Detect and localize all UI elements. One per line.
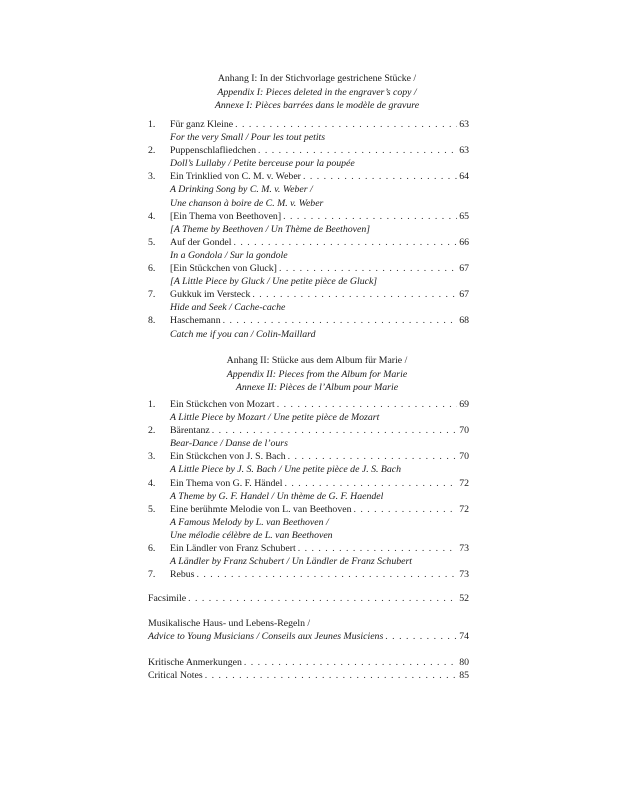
appendix2-heading-de: Anhang II: Stücke aus dem Album für Marie / <box>226 355 408 366</box>
toc-entry[interactable] <box>148 118 469 144</box>
entry-translation: Hide and Seek / Cache-cache <box>170 302 286 314</box>
entry-translation: Une mélodie célèbre de L. van Beethoven <box>170 529 333 541</box>
critical-entry-de[interactable] <box>148 656 469 669</box>
toc-entry[interactable] <box>148 210 469 236</box>
entry-title: Für ganz Kleine <box>170 119 234 130</box>
facsimile-title: Facsimile <box>148 593 187 604</box>
entry-number: 1. <box>148 119 156 130</box>
appendix1-heading-en: Appendix I: Pieces deleted in the engraver’s copy / <box>217 86 417 98</box>
leader-dots <box>233 118 457 131</box>
toc-entry[interactable] <box>148 288 469 314</box>
leader-dots <box>351 503 457 516</box>
advice-title-de: Musikalische Haus- und Lebens-Regeln / <box>148 618 311 629</box>
advice-page: 74 <box>459 631 469 643</box>
toc-entry[interactable] <box>148 144 469 170</box>
leader-dots <box>281 210 457 223</box>
appendix2-heading <box>150 354 484 395</box>
entry-translation: Doll’s Lullaby / Petite berceuse pour la poupée <box>170 158 355 170</box>
entry-page: 70 <box>459 451 469 463</box>
critical-page-en: 85 <box>459 670 469 682</box>
entry-page: 68 <box>459 315 469 327</box>
appendix1-list <box>148 118 469 341</box>
entry-page: 67 <box>459 263 469 275</box>
entry-number: 3. <box>148 171 156 183</box>
entry-translation: Catch me if you can / Colin-Maillard <box>170 328 316 340</box>
leader-dots <box>256 144 457 157</box>
entry-translation: Bear-Dance / Danse de l’ours <box>170 438 288 450</box>
leader-dots <box>195 568 458 581</box>
entry-page: 63 <box>459 145 469 157</box>
leader-dots <box>283 477 458 490</box>
leader-dots <box>231 236 457 249</box>
entry-title: Auf der Gondel <box>170 236 232 248</box>
entry-number: 8. <box>148 315 156 327</box>
critical-page-de: 80 <box>459 657 469 668</box>
entry-page: 70 <box>459 425 469 437</box>
entry-number: 7. <box>148 569 156 581</box>
entry-title: Puppenschlafliedchen <box>170 145 256 157</box>
entry-translation: A Ländler by Franz Schubert / Un Ländler de Franz Schubert <box>170 556 413 568</box>
entry-number: 1. <box>148 399 156 410</box>
leader-dots <box>242 656 457 669</box>
entry-title: Ein Stückchen von Mozart <box>170 399 275 410</box>
entry-translation: A Little Piece by Mozart / Une petite pièce de Mozart <box>170 412 380 424</box>
entry-page: 63 <box>459 119 469 130</box>
advice-entry[interactable] <box>148 617 469 643</box>
entry-number: 6. <box>148 543 156 555</box>
toc-entry[interactable] <box>148 236 469 262</box>
appendix2-list <box>148 398 469 581</box>
entry-number: 2. <box>148 425 156 437</box>
entry-number: 4. <box>148 210 156 222</box>
entry-translation: A Famous Melody by L. van Beethoven / <box>170 516 329 528</box>
entry-translation: A Drinking Song by C. M. v. Weber / <box>170 184 313 196</box>
entry-translation: [A Theme by Beethoven / Un Thème de Beethoven] <box>170 223 371 235</box>
critical-title-de: Kritische Anmerkungen <box>148 657 242 668</box>
entry-number: 2. <box>148 145 156 157</box>
entry-translation: [A Little Piece by Gluck / Une petite pièce de Gluck] <box>170 276 378 288</box>
toc-entry[interactable] <box>148 477 469 503</box>
toc-entry[interactable] <box>148 262 469 288</box>
toc-entry[interactable] <box>148 398 469 424</box>
appendix2-heading-fr: Annexe II: Pièces de l’Album pour Marie <box>235 382 399 394</box>
leader-dots <box>275 398 457 411</box>
entry-page: 72 <box>459 477 469 489</box>
entry-page: 72 <box>459 503 469 515</box>
leader-dots <box>301 170 457 183</box>
entry-page: 73 <box>459 543 469 555</box>
appendix1-heading-de: Anhang I: In der Stichvorlage gestrichene Stücke / <box>217 73 417 84</box>
leader-dots <box>286 450 457 463</box>
entry-translation: A Little Piece by J. S. Bach / Une petite pièce de J. S. Bach <box>170 464 402 476</box>
entry-number: 4. <box>148 477 156 489</box>
appendix2-heading-en: Appendix II: Pieces from the Album for Marie <box>226 368 408 380</box>
entry-number: 7. <box>148 289 156 301</box>
leader-dots <box>383 630 457 643</box>
entry-title: Gukkuk im Versteck <box>170 289 251 301</box>
toc-entry[interactable] <box>148 170 469 209</box>
entry-page: 66 <box>459 236 469 248</box>
entry-number: 3. <box>148 451 156 463</box>
facsimile-page: 52 <box>459 593 469 604</box>
critical-title-en: Critical Notes <box>148 670 203 682</box>
entry-title: Ein Stückchen von J. S. Bach <box>170 451 286 463</box>
entry-title: Ein Trinklied von C. M. v. Weber <box>170 171 301 183</box>
entry-page: 69 <box>459 399 469 410</box>
entry-number: 6. <box>148 263 156 275</box>
toc-entry[interactable] <box>148 450 469 476</box>
toc-entry[interactable] <box>148 503 469 542</box>
entry-translation: Une chanson à boire de C. M. v. Weber <box>170 197 324 209</box>
appendix1-heading-fr: Annexe I: Pièces barrées dans le modèle de gravure <box>214 100 420 112</box>
entry-title: Eine berühmte Melodie von L. van Beethoven <box>170 503 352 515</box>
entry-number: 5. <box>148 503 156 515</box>
appendix1-heading <box>150 72 484 113</box>
entry-title: [Ein Stückchen von Gluck] <box>170 263 277 275</box>
entry-translation: In a Gondola / Sur la gondole <box>170 249 288 261</box>
entry-page: 65 <box>459 210 469 222</box>
entry-title: [Ein Thema von Beethoven] <box>170 210 282 222</box>
entry-title: Ein Ländler von Franz Schubert <box>170 543 296 555</box>
leader-dots <box>203 669 457 682</box>
entry-translation: For the very Small / Pour les tout petits <box>170 132 326 144</box>
critical-entry-en[interactable] <box>148 669 469 682</box>
leader-dots <box>221 314 457 327</box>
facsimile-entry[interactable] <box>148 592 469 605</box>
leader-dots <box>186 592 457 605</box>
leader-dots <box>210 424 457 437</box>
entry-page: 64 <box>459 171 469 183</box>
leader-dots <box>277 262 457 275</box>
entry-title: Haschemann <box>170 315 221 327</box>
leader-dots <box>250 288 457 301</box>
entry-title: Ein Thema von G. F. Händel <box>170 477 283 489</box>
toc-entry[interactable] <box>148 424 469 450</box>
toc-entry[interactable] <box>148 568 469 581</box>
entry-title: Rebus <box>170 569 195 581</box>
entry-page: 67 <box>459 289 469 301</box>
toc-entry[interactable] <box>148 542 469 568</box>
toc-entry[interactable] <box>148 314 469 340</box>
entry-number: 5. <box>148 236 156 248</box>
leader-dots <box>296 542 457 555</box>
entry-translation: A Theme by G. F. Handel / Un thème de G. F. Haendel <box>170 490 384 502</box>
entry-page: 73 <box>459 569 469 581</box>
critical-notes <box>148 656 469 682</box>
entry-title: Bärentanz <box>170 425 210 437</box>
advice-title-en-fr: Advice to Young Musicians / Conseils aux Jeunes Musiciens <box>148 631 384 643</box>
